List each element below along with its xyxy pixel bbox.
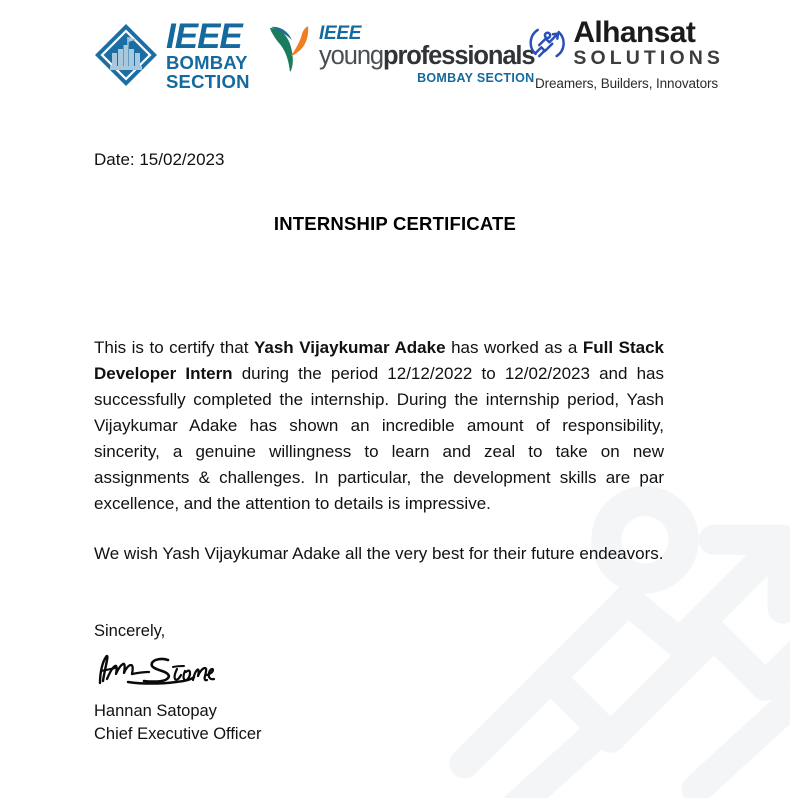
- certificate-body: [94, 335, 664, 567]
- ieee-bombay-wordmark: [166, 17, 250, 92]
- role-title: Full Stack Developer Intern: [94, 338, 664, 383]
- certificate-header: [0, 0, 790, 118]
- yp-young-text: young: [319, 42, 383, 70]
- signature-block: [94, 622, 262, 744]
- signatory-name: Hannan Satopay: [94, 702, 217, 720]
- paragraph-closing: We wish Yash Vijaykumar Adake all the very best for their future endeavors.: [94, 544, 664, 563]
- para1-seg1: This is to certify that: [94, 338, 254, 357]
- signatory-role: Chief Executive Officer: [94, 725, 262, 743]
- alhansat-solutions-text: SOLUTIONS: [573, 47, 724, 69]
- date-line: Date: 15/02/2023: [94, 150, 225, 169]
- alhansat-wordmark: [573, 18, 724, 69]
- paragraph-main: [94, 335, 664, 517]
- para1-seg2: has worked as a: [445, 338, 583, 357]
- ieee-bombay-line3: SECTION: [166, 70, 250, 92]
- alhansat-logo-row: [529, 18, 724, 69]
- yp-words: [319, 44, 534, 70]
- logo-ieee-bombay-section: [92, 17, 250, 92]
- rocket-swirl-icon: [529, 20, 565, 66]
- yp-ieee-text: IEEE: [319, 23, 362, 44]
- page-title: INTERNSHIP CERTIFICATE: [273, 213, 517, 234]
- logo-alhansat-solutions: [529, 18, 724, 91]
- ieee-bombay-line2: BOMBAY: [166, 52, 248, 74]
- logo-ieee-young-professionals: [268, 22, 534, 84]
- alhansat-name-text: Alhansat: [573, 16, 696, 49]
- alhansat-tagline: Dreamers, Builders, Innovators: [534, 75, 719, 91]
- gateway-diamond-icon: [92, 21, 160, 89]
- signature-closing: Sincerely,: [94, 622, 166, 640]
- handwritten-signature-icon: [94, 649, 234, 693]
- yp-leaf-icon: [268, 22, 312, 74]
- para1-seg3: during the period 12/12/2022 to 12/02/2023 and has successfully completed the internship. During the internship period, Yash Vijaykumar Adake has shown an incredible amount of responsibility, sincerity, a genuine willingness to learn and zeal to take on new assignments & challenges. In particular, the development skills are par excellence, and the attention to details is impressive.: [94, 364, 664, 513]
- yp-professionals-text: professionals: [382, 42, 535, 70]
- recipient-name: Yash Vijaykumar Adake: [253, 338, 446, 357]
- ieee-wordmark-text: IEEE: [166, 17, 242, 56]
- yp-bombay-section-text: BOMBAY SECTION: [417, 70, 535, 85]
- yp-wordmark: [319, 22, 534, 84]
